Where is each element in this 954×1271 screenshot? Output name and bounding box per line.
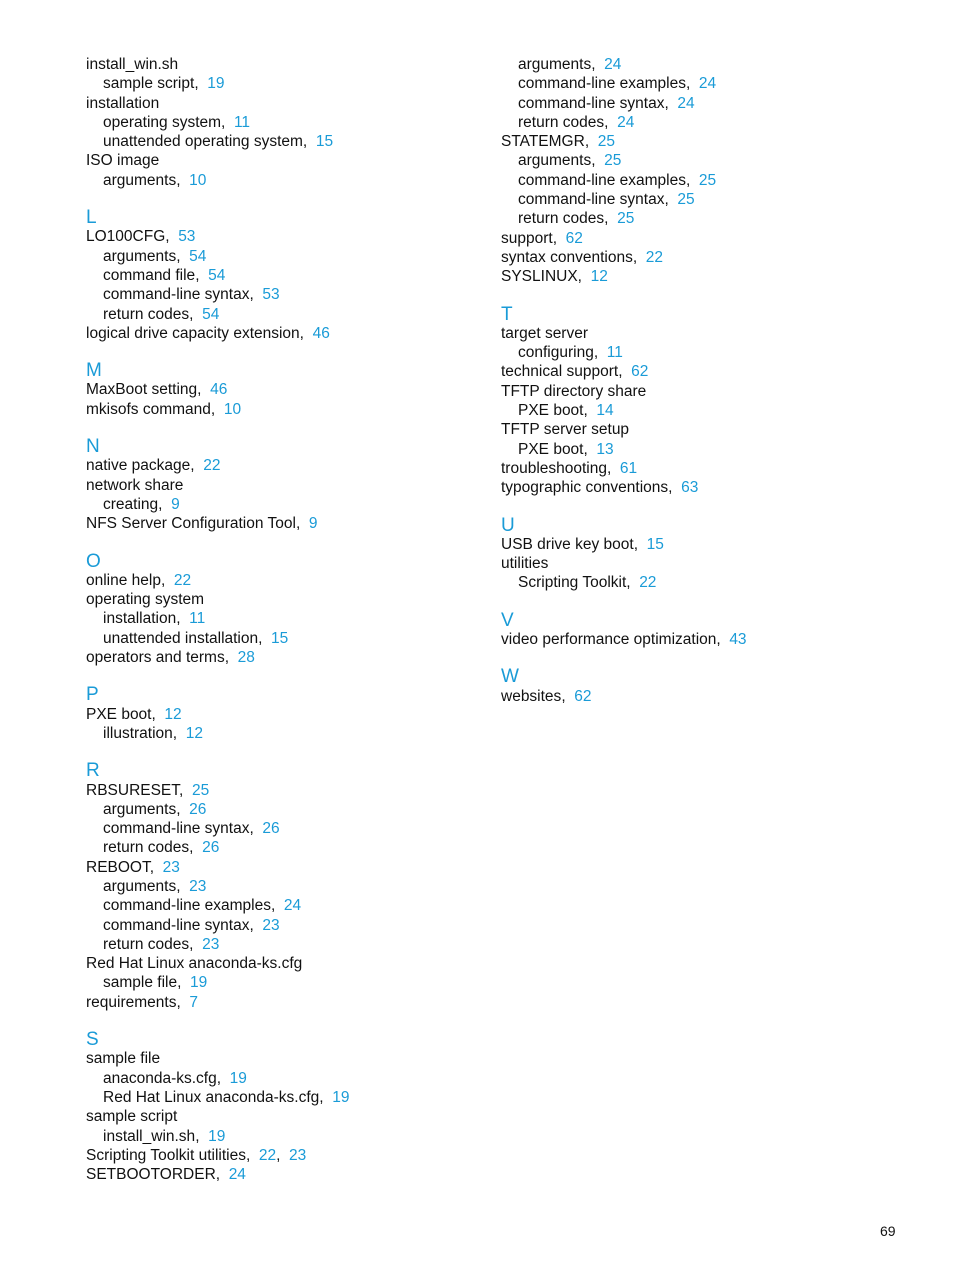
page-link[interactable]: 24 [677, 94, 695, 112]
page-link[interactable]: 25 [604, 152, 622, 170]
index-term: network share [86, 476, 184, 494]
index-subentry: PXE boot, 13 [518, 440, 614, 458]
index-term: unattended installation [103, 629, 259, 647]
index-subentry: anaconda-ks.cfg, 19 [103, 1069, 247, 1087]
index-entry: SYSLINUX, 12 [501, 268, 608, 286]
index-entry [501, 324, 921, 343]
page-link[interactable]: 25 [597, 133, 615, 151]
index-term: return codes [103, 935, 190, 953]
index-entry: technical support, 62 [501, 363, 649, 381]
index-term: troubleshooting [501, 459, 607, 477]
index-term: command file [103, 266, 196, 284]
index-subentry: Red Hat Linux anaconda-ks.cfg, 19 [103, 1088, 350, 1106]
index-term: arguments [103, 800, 177, 818]
page-link[interactable]: 15 [646, 535, 664, 553]
index-term: installation [103, 610, 177, 628]
index-subentry: arguments, 23 [103, 877, 207, 895]
page-link[interactable]: 12 [164, 705, 182, 723]
index-term: return codes [518, 113, 605, 131]
page-link[interactable]: 63 [681, 479, 699, 497]
page-link[interactable]: 7 [189, 993, 199, 1011]
index-term: arguments [103, 247, 177, 265]
index-term: logical drive capacity extension [86, 324, 300, 342]
index-term: arguments [518, 56, 592, 73]
page-link[interactable]: 25 [617, 210, 635, 228]
index-entry [501, 382, 921, 401]
index-term: command-line syntax [518, 94, 665, 112]
index-entry: logical drive capacity extension, 46 [86, 324, 330, 342]
index-term: sample file [86, 1050, 161, 1068]
index-term: requirements [86, 993, 177, 1011]
index-term: operating system [103, 113, 222, 131]
index-subentry: unattended installation, 15 [103, 629, 289, 647]
index-term: mkisofs command [86, 400, 211, 418]
index-term: TFTP directory share [501, 382, 647, 400]
index-subentry: return codes, 25 [518, 210, 635, 228]
index-subentry: sample file, 19 [103, 974, 208, 992]
index-subentry: arguments, 25 [518, 152, 622, 170]
index-entry: websites, 62 [501, 687, 592, 705]
index-entry: REBOOT, 23 [86, 858, 180, 876]
index-column-left [86, 55, 486, 1184]
index-letter-heading: L [86, 207, 97, 229]
index-subentry: command-line examples, 24 [518, 75, 717, 93]
page-link[interactable]: 25 [191, 781, 210, 799]
index-term: websites [501, 687, 562, 705]
page-link[interactable]: 15 [271, 629, 289, 647]
index-term: technical support [501, 363, 619, 381]
page-link[interactable]: 26 [262, 820, 280, 838]
index-entry: troubleshooting, 61 [501, 459, 638, 477]
index-entry: Scripting Toolkit utilities, 22, 23 [86, 1146, 307, 1164]
index-entry [86, 1107, 486, 1126]
page-link[interactable]: 43 [729, 631, 747, 649]
index-letter-heading: M [86, 360, 102, 382]
index-term: arguments [518, 152, 592, 170]
page-link[interactable]: 12 [590, 268, 608, 286]
page-link[interactable]: 19 [332, 1088, 350, 1106]
page-link[interactable]: 11 [189, 610, 206, 628]
page-link[interactable]: 12 [185, 724, 203, 742]
index-subentry: command-line examples, 24 [103, 897, 302, 915]
page-link[interactable]: 23 [189, 877, 207, 895]
index-term: PXE boot [518, 440, 584, 458]
index-entry [86, 1049, 486, 1068]
index-subentry: install_win.sh, 19 [103, 1127, 226, 1145]
index-term: ISO image [86, 152, 160, 170]
index-term: command-line examples [518, 171, 686, 189]
index-term: return codes [518, 210, 605, 228]
index-subentry: operating system, 11 [103, 113, 251, 131]
index-entry [501, 554, 921, 573]
page-link[interactable]: 10 [223, 400, 242, 418]
index-term: PXE boot [86, 705, 152, 723]
index-entry: syntax conventions, 22 [501, 248, 663, 266]
index-term: SETBOOTORDER [86, 1166, 216, 1184]
index-entry [86, 954, 486, 973]
index-subentry: return codes, 23 [103, 935, 220, 953]
index-subentry: command file, 54 [103, 266, 226, 284]
index-column-right [501, 55, 921, 706]
index-term: STATEMGR [501, 133, 585, 151]
index-term: return codes [103, 305, 190, 323]
index-term: command-line syntax [103, 820, 250, 838]
index-term: operating system [86, 591, 205, 609]
index-subentry: command-line syntax, 24 [518, 94, 695, 112]
index-entry: RBSURESET, 25 [86, 781, 210, 799]
index-subentry: sample script, 19 [103, 75, 225, 93]
index-term: install_win.sh [103, 1127, 196, 1145]
index-term: anaconda-ks.cfg [103, 1069, 217, 1087]
page-link[interactable]: 62 [631, 363, 649, 381]
index-term: command-line syntax [518, 191, 665, 209]
page-link[interactable]: 23 [162, 858, 180, 876]
index-entry: video performance optimization, 43 [501, 631, 747, 649]
page-link[interactable]: 26 [189, 800, 207, 818]
index-entry [86, 55, 486, 74]
index-term: Scripting Toolkit utilities [86, 1146, 246, 1164]
page-link[interactable]: 62 [574, 687, 592, 705]
index-term: target server [501, 324, 589, 342]
index-term: USB drive key boot [501, 535, 634, 553]
index-entry: requirements, 7 [86, 993, 199, 1011]
page-link[interactable]: 54 [202, 305, 220, 323]
page-link[interactable]: 53 [178, 228, 196, 246]
index-entry [501, 420, 921, 439]
page-link[interactable]: 19 [208, 1127, 226, 1145]
index-subentry: unattended operating system, 15 [103, 133, 334, 151]
page-link[interactable]: 23 [262, 916, 280, 934]
index-term: utilities [501, 555, 549, 573]
index-term: RBSURESET [86, 781, 180, 799]
page-link[interactable]: 46 [210, 381, 228, 399]
index-letter-heading: O [86, 550, 101, 572]
index-letter-heading: W [501, 666, 519, 688]
page-link[interactable]: 22 [645, 248, 663, 266]
index-entry: typographic conventions, 63 [501, 479, 699, 497]
index-term: sample script [86, 1108, 178, 1126]
index-term: install_win.sh [86, 56, 179, 73]
index-subentry: command-line syntax, 26 [103, 820, 280, 838]
index-term: arguments [103, 877, 177, 895]
index-entry: operators and terms, 28 [86, 649, 255, 667]
index-term: MaxBoot setting [86, 381, 198, 399]
index-subentry: arguments, 54 [103, 247, 207, 265]
index-term: return codes [103, 839, 190, 857]
page-link[interactable]: 9 [308, 515, 318, 533]
page-link[interactable]: 54 [189, 247, 207, 265]
page-link[interactable]: 23 [289, 1146, 307, 1164]
index-term: sample script [103, 75, 195, 93]
page-link[interactable]: 22 [639, 574, 657, 592]
index-term: creating [103, 495, 159, 513]
page-link[interactable]: 24 [604, 56, 622, 73]
index-term: unattended operating system [103, 133, 303, 151]
index-subentry: configuring, 11 [518, 344, 623, 362]
page-number: 69 [880, 1223, 896, 1239]
index-term: NFS Server Configuration Tool [86, 515, 296, 533]
index-subentry: Scripting Toolkit, 22 [518, 574, 657, 592]
index-letter-heading: R [86, 760, 100, 782]
page-link[interactable]: 28 [237, 649, 255, 667]
index-entry: SETBOOTORDER, 24 [86, 1166, 246, 1184]
page-link[interactable]: 46 [312, 324, 330, 342]
index-entry: support, 62 [501, 229, 583, 247]
index-entry: LO100CFG, 53 [86, 228, 196, 246]
page-link[interactable]: 13 [596, 440, 614, 458]
index-entry: MaxBoot setting, 46 [86, 381, 228, 399]
page-link[interactable]: 23 [202, 935, 220, 953]
page-link[interactable]: 22 [203, 457, 221, 475]
page-link[interactable]: 10 [189, 171, 207, 189]
page-link[interactable]: 62 [565, 229, 583, 247]
index-letter-heading: N [86, 436, 100, 458]
index-term: Red Hat Linux anaconda-ks.cfg [86, 955, 303, 973]
index-term: arguments [103, 171, 177, 189]
index-term: syntax conventions [501, 248, 633, 266]
index-term: LO100CFG [86, 228, 166, 246]
index-entry [86, 590, 486, 609]
page-link[interactable]: 26 [202, 839, 220, 857]
index-subentry: arguments, 26 [103, 800, 207, 818]
index-subentry: arguments, 10 [103, 171, 207, 189]
index-subentry: command-line examples, 25 [518, 171, 717, 189]
page-link[interactable]: 19 [207, 75, 225, 93]
index-entry [86, 151, 486, 170]
page-link[interactable]: 24 [617, 113, 635, 131]
index-subentry: command-line syntax, 53 [103, 286, 280, 304]
index-term: Red Hat Linux anaconda-ks.cfg [103, 1088, 320, 1106]
index-term: command-line syntax [103, 286, 250, 304]
index-term: support [501, 229, 553, 247]
page-link[interactable]: 25 [677, 191, 695, 209]
index-term: sample file [103, 974, 178, 992]
index-term: command-line syntax [103, 916, 250, 934]
index-term: TFTP server setup [501, 421, 630, 439]
index-letter-heading: V [501, 609, 514, 631]
page-link[interactable]: 11 [233, 113, 251, 131]
page-link[interactable]: 22 [173, 571, 192, 589]
index-subentry: command-line syntax, 25 [518, 191, 695, 209]
index-subentry: return codes, 24 [518, 113, 635, 131]
page-link[interactable]: 19 [229, 1069, 247, 1087]
index-letter-heading: T [501, 303, 513, 325]
page-link[interactable]: 54 [208, 266, 226, 284]
index-subentry: return codes, 26 [103, 839, 220, 857]
index-term: native package [86, 457, 191, 475]
page-link[interactable]: 61 [619, 459, 638, 477]
index-letter-heading: U [501, 514, 515, 536]
page-link[interactable]: 22 [258, 1146, 277, 1164]
index-term: installation [86, 94, 160, 112]
page-link[interactable]: 15 [315, 133, 334, 151]
index-letter-heading: S [86, 1029, 99, 1051]
index-subentry: illustration, 12 [103, 724, 203, 742]
page-link[interactable]: 14 [596, 402, 614, 420]
page-link[interactable]: 24 [698, 75, 717, 93]
index-entry: NFS Server Configuration Tool, 9 [86, 515, 318, 533]
index-term: typographic conventions [501, 479, 669, 497]
index-term: operators and terms [86, 649, 225, 667]
page-link[interactable]: 24 [228, 1166, 246, 1184]
index-entry: native package, 22 [86, 457, 221, 475]
index-subentry: installation, 11 [103, 610, 206, 628]
index-subentry: arguments, 24 [518, 56, 622, 73]
page-link[interactable]: 11 [606, 344, 623, 362]
index-term: configuring [518, 344, 594, 362]
index-subentry: PXE boot, 14 [518, 402, 614, 420]
index-entry: online help, 22 [86, 571, 192, 589]
index-term: SYSLINUX [501, 268, 578, 286]
index-term: illustration [103, 724, 173, 742]
index-entry [86, 94, 486, 113]
index-term: PXE boot [518, 402, 584, 420]
index-entry: STATEMGR, 25 [501, 133, 615, 151]
index-entry [86, 476, 486, 495]
page-link[interactable]: 9 [171, 495, 180, 513]
index-entry: PXE boot, 12 [86, 705, 182, 723]
index-subentry: return codes, 54 [103, 305, 220, 323]
index-entry: USB drive key boot, 15 [501, 535, 664, 553]
index-entry: mkisofs command, 10 [86, 400, 242, 418]
index-term: command-line examples [518, 75, 686, 93]
page-link[interactable]: 53 [262, 286, 280, 304]
index-term: online help [86, 571, 161, 589]
page-link[interactable]: 19 [190, 974, 208, 992]
index-term: command-line examples [103, 897, 271, 915]
page-link[interactable]: 24 [283, 897, 302, 915]
index-letter-heading: P [86, 684, 99, 706]
index-subentry: command-line syntax, 23 [103, 916, 280, 934]
index-term: REBOOT [86, 858, 150, 876]
page-link[interactable]: 25 [698, 171, 717, 189]
index-term: Scripting Toolkit [518, 574, 627, 592]
index-term: video performance optimization [501, 631, 717, 649]
index-subentry: creating, 9 [103, 495, 180, 513]
